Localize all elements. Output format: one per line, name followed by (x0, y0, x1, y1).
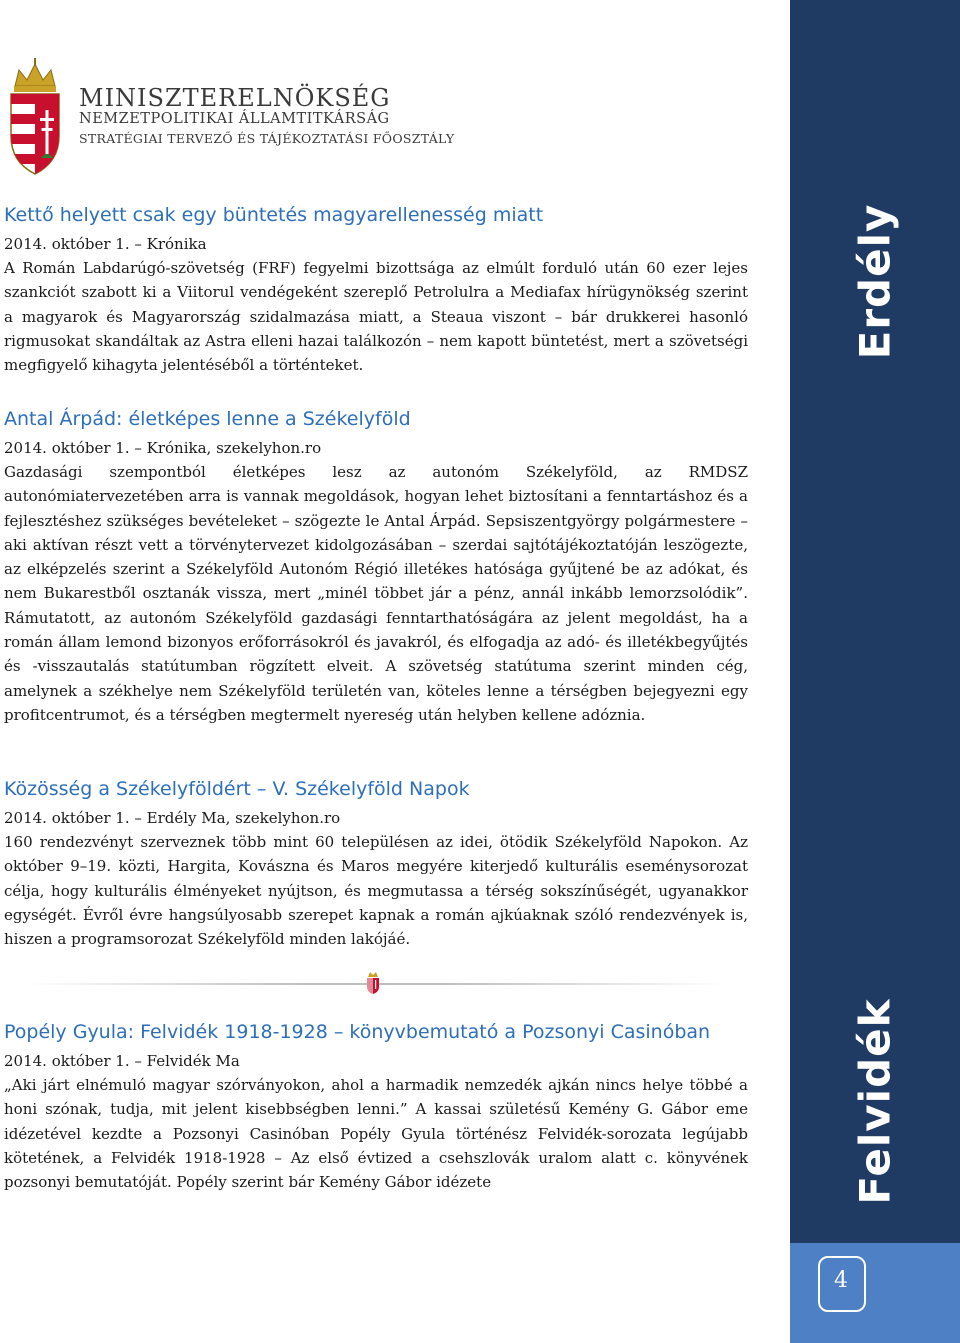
sidebar-label-felvidek: Felvidék (850, 998, 900, 1205)
article-body: Gazdasági szempontból életképes lesz az autonóm Székelyföld, az RMDSZ autonómiatervezetében arra is vannak megoldások, hogyan lehet biztosítani a fenntartáshoz és a fejlesztéshez szükséges bevételeket – szögezte le Antal Árpád. Sepsiszentgyörgy polgármestere – aki aktívan részt vett a törvénytervezet kidolgozásában – szerdai sajtótájékoztatóján leszögezte, az elképzelés szerint a Székelyföld Autonóm Régió illetékes hatósága gyűjtené be az adókat, és nem Bukarestből osztanák vissza, mert „minél többet jár a pénz, annál inkább lemorzsolódik”. Rámutatott, az autonóm Székelyföld gazdasági fenntarthatóságára az jelent megoldást, ha a román állam lemond bizonyos erőforrásokról és javakról, és elfogadja az adó- és illetékbegyűjtés és -visszautalás statútumban rögzített elveit. A szövetség statútuma szerint minden cég, amelynek a székhelye nem Székelyföld területén van, köteles lenne a térségben bejegyezni egy profitcentrumot, és a térségben megtermelt nyereség után helyben kellene adóznia. (4, 463, 748, 724)
article-body: 160 rendezvényt szerveznek több mint 60 településen az idei, ötödik Székelyföld Napokon. Az október 9–19. közti, Hargita, Kovászna és Maros megyére kiterjedő kulturális eseménysorozat célja, hogy kulturális élményeket nyújtson, és megmutassa a térség sokszínűségét, ugyanakkor egységét. Évről évre hangsúlyosabb szerepet kapnak a román ajkúaknak szóló rendezvények is, hiszen a programsorozat Székelyföld minden lakójáé. (4, 833, 748, 949)
ministry-title: MINISZTERELNÖKSÉG (79, 84, 391, 112)
ministry-subtitle: NEMZETPOLITIKAI ÁLLAMTITKÁRSÁG (79, 111, 390, 127)
article-body: A Román Labdarúgó-szövetség (FRF) fegyelmi bizottsága az elmúlt forduló után 60 ezer lejes szankciót szabott ki a Viitorul vendégeként szereplő Petrolulra a Mediafax hírügynökség szerint a magyarok és Magyarország szidalmazása miatt, a Steaua viszont – bár drukkerei hasonló rigmusokat skandáltak az Astra elleni hazai találkozón – nem kapott büntetést, mert a szövetségi megfigyelő kihagyta jelentéséből a történteket. (4, 259, 748, 375)
article-title: Közösség a Székelyföldért – V. Székelyföld Napok (4, 778, 470, 800)
article-meta: 2014. október 1. – Krónika, szekelyhon.ro (4, 439, 322, 457)
article-title: Popély Gyula: Felvidék 1918-1928 – könyvbemutató a Pozsonyi Casinóban (4, 1021, 711, 1043)
small-coat-of-arms-icon (366, 971, 380, 995)
article (4, 204, 748, 377)
article (4, 1021, 748, 1194)
article-title: Kettő helyett csak egy büntetés magyarellenesség miatt (4, 204, 544, 226)
article-meta: 2014. október 1. – Krónika (4, 235, 207, 253)
page-number: 4 (834, 1268, 848, 1293)
article (4, 408, 748, 727)
coat-of-arms-icon (5, 58, 65, 176)
sidebar-label-erdely: Erdély (850, 203, 900, 360)
article (4, 778, 748, 951)
sidebar-footer (790, 1243, 960, 1343)
article-meta: 2014. október 1. – Felvidék Ma (4, 1052, 240, 1070)
article-body: „Aki járt elnémuló magyar szórványokon, ahol a harmadik nemzedék ajkán nincs helye többé a honi szónak, tudja, mit jelent kisebbségben lenni.” A kassai születésű Kemény G. Gábor eme idézetével kezdte a Pozsonyi Casinóban Popély Gyula történész Felvidék-sorozata legújabb kötetének, a Felvidék 1918-1928 – Az első évtized a csehszlovák uralom alatt c. könyvének pozsonyi bemutatóját. Popély szerint bár Kemény Gábor idézete (4, 1076, 748, 1192)
ministry-department: STRATÉGIAI TERVEZŐ ÉS TÁJÉKOZTATÁSI FŐOSZTÁLY (79, 131, 455, 146)
article-title: Antal Árpád: életképes lenne a Székelyföld (4, 408, 411, 430)
article-meta: 2014. október 1. – Erdély Ma, szekelyhon.ro (4, 809, 341, 827)
